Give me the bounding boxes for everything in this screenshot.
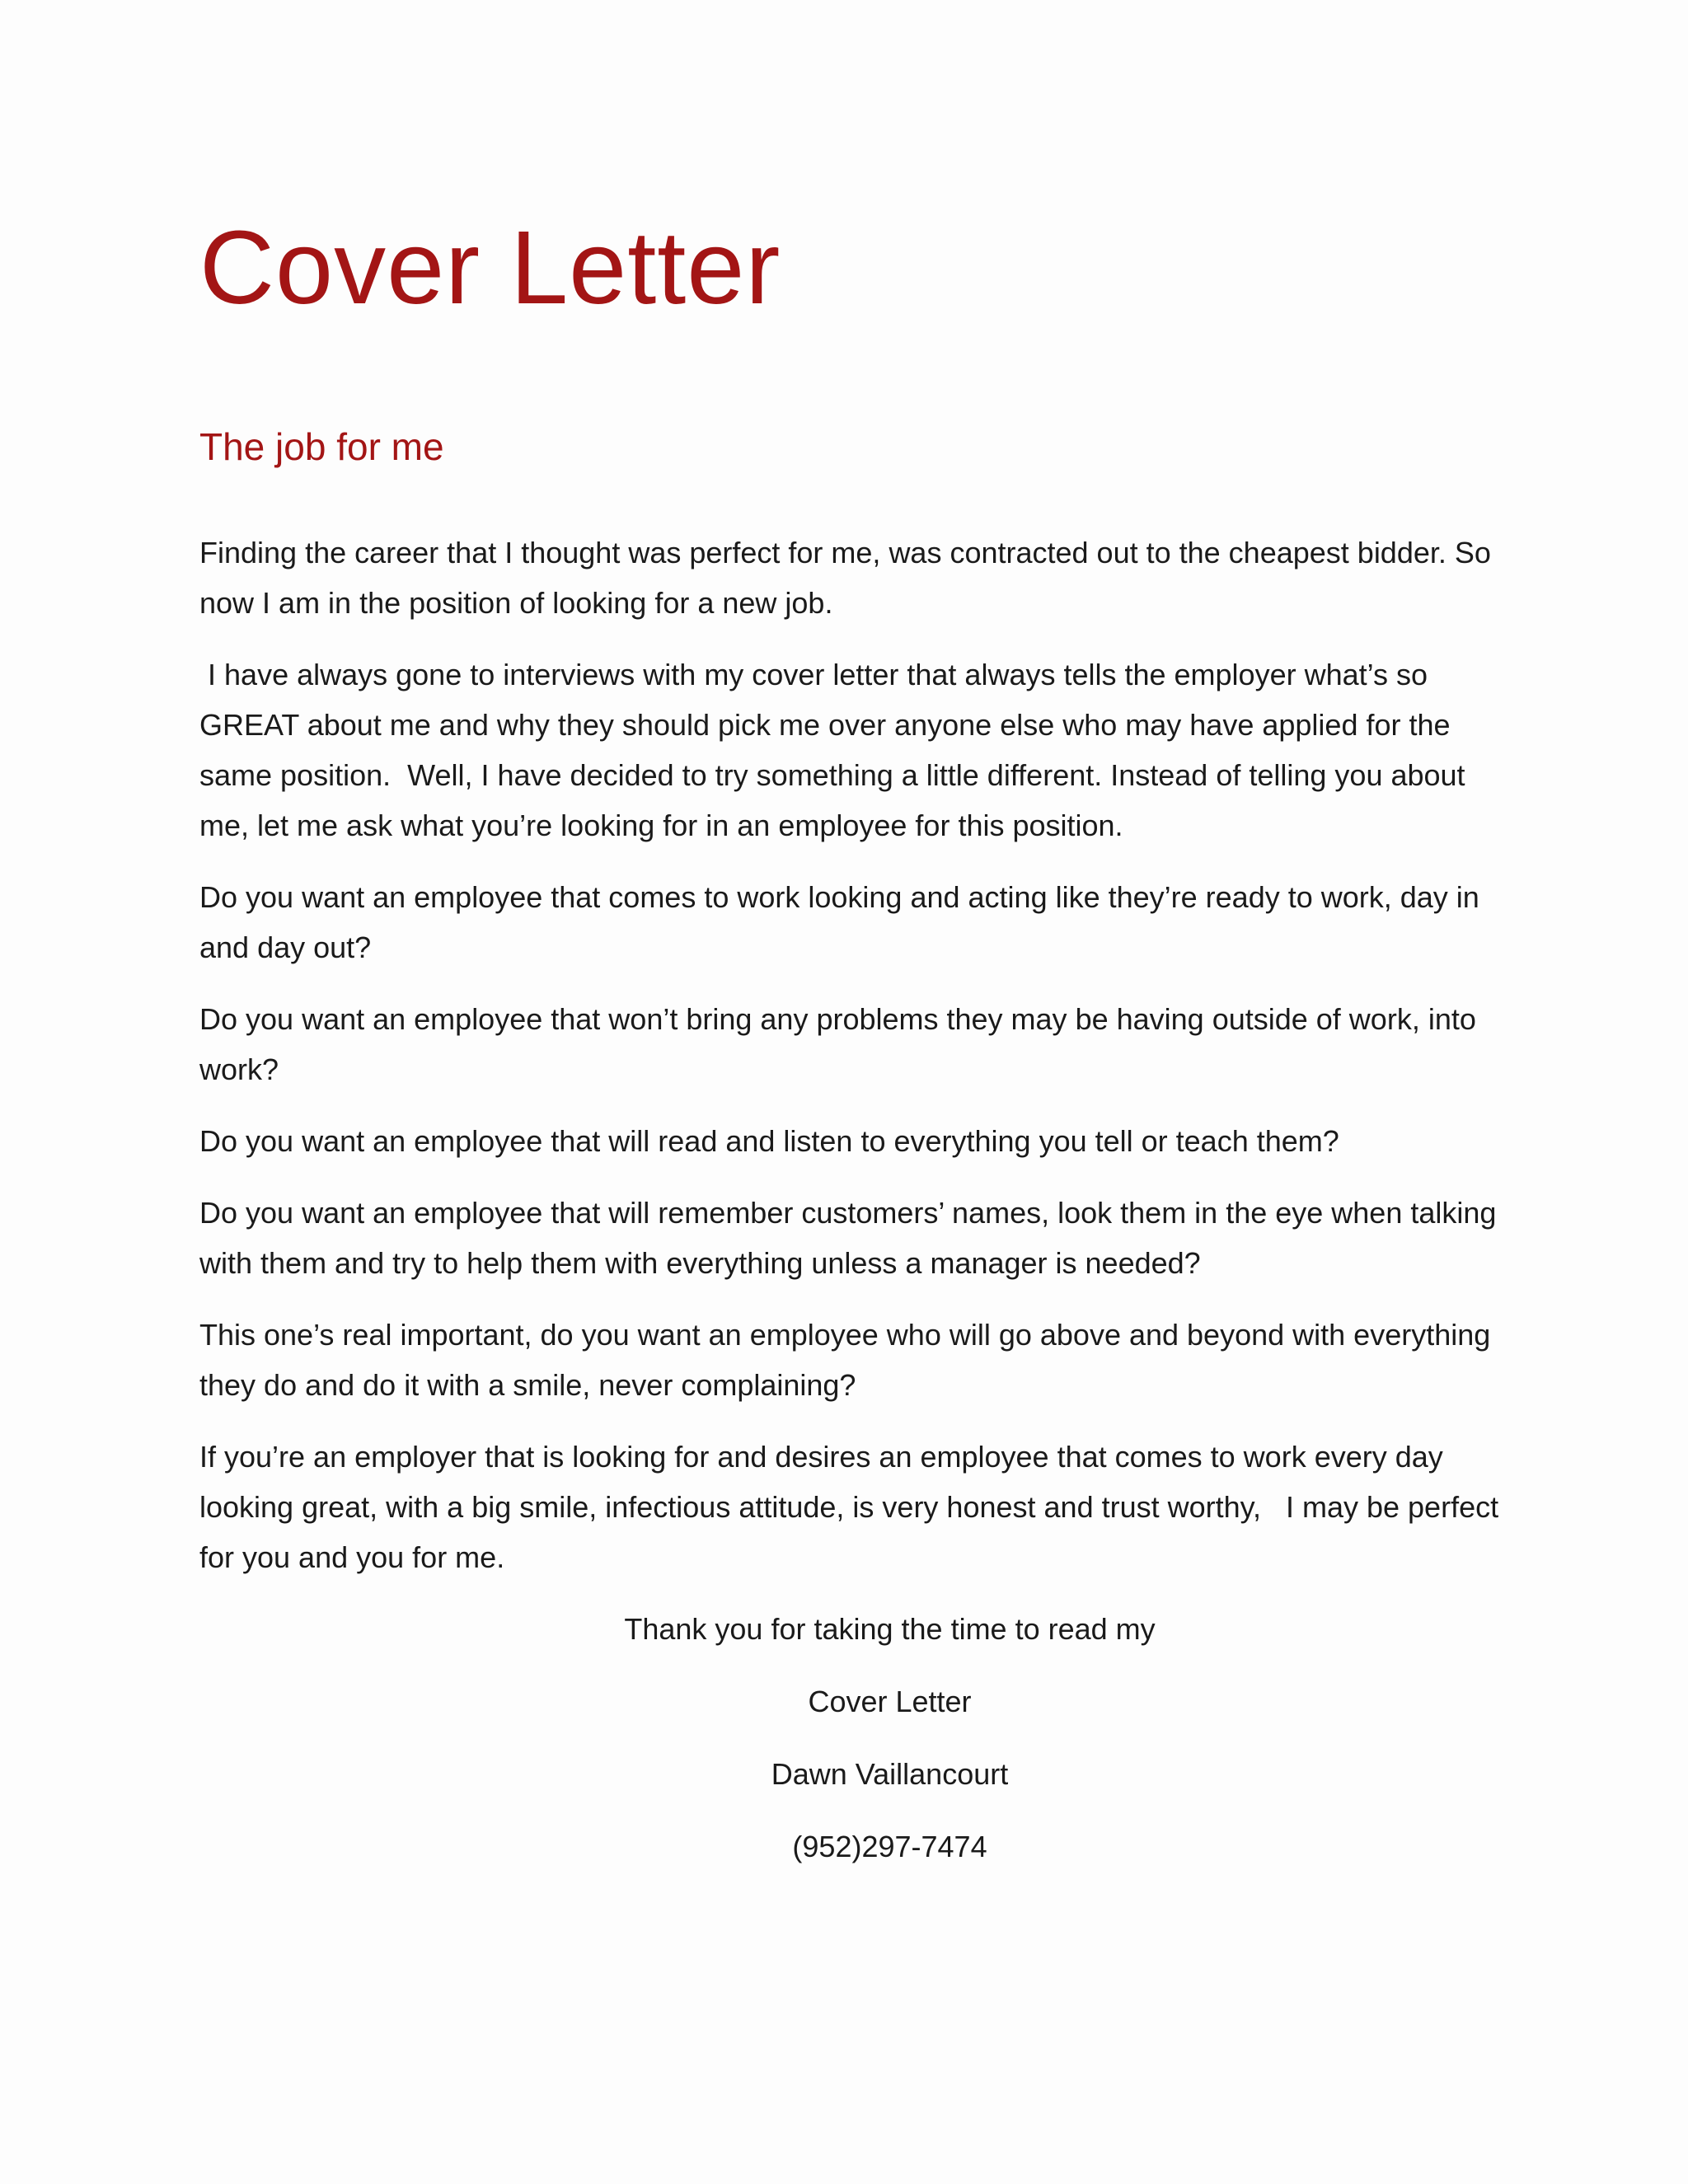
closing-letter-name: Cover Letter (808, 1685, 972, 1718)
signature-phone: (952)297-7474 (792, 1830, 987, 1863)
paragraph-question-customers: Do you want an employee that will remember customers’ names, look them in the eye when talking with them and try to help them with everything unless a manager is needed? (199, 1196, 1497, 1280)
paragraph-intro: Finding the career that I thought was perfect for me, was contracted out to the cheapest bidder. So now I am in the position of looking for a new job. (199, 536, 1491, 620)
closing-thanks: Thank you for taking the time to read my (624, 1612, 1156, 1646)
paragraph-question-listen: Do you want an employee that will read and listen to everything you tell or teach them? (199, 1124, 1339, 1158)
document-content (199, 206, 1507, 1894)
paragraph-approach: I have always gone to interviews with my cover letter that always tells the employer what’s so GREAT about me and why they should pick me over anyone else who may have applied for the same position. Well, I have decided to try something a little different. Instead of telling you about me, let me ask what you’re looking for in an employee for this position. (199, 658, 1474, 842)
paragraph-question-problems: Do you want an employee that won’t bring any problems they may be having outside of work, into work? (199, 1002, 1476, 1086)
signature-name: Dawn Vaillancourt (771, 1757, 1009, 1791)
paragraph-question-ready: Do you want an employee that comes to work looking and acting like they’re ready to work, day in and day out? (199, 880, 1479, 964)
paragraph-conclusion: If you’re an employer that is looking for and desires an employee that comes to work every day looking great, with a big smile, infectious attitude, is very honest and trust worthy, I may be perfect for you and you for me. (199, 1440, 1507, 1574)
document-subtitle: The job for me (199, 425, 444, 468)
paragraph-question-beyond: This one’s real important, do you want an employee who will go above and beyond with everything they do and do it with a smile, never complaining? (199, 1318, 1491, 1402)
letter-closing (199, 1604, 1580, 1872)
letter-body (199, 527, 1507, 1582)
document-title: Cover Letter (199, 209, 781, 326)
